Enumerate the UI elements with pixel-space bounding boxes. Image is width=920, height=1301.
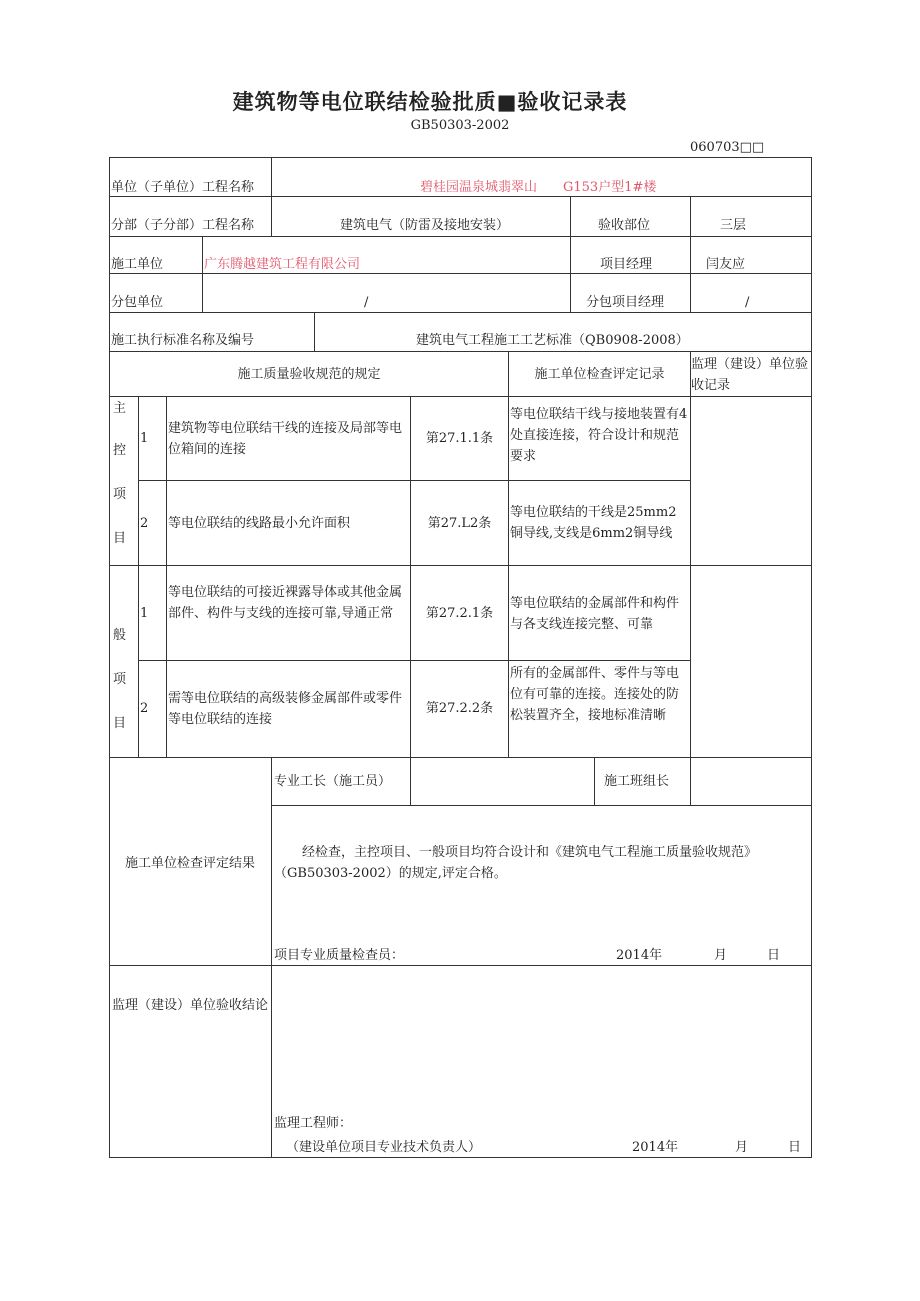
main-control-label-char: 控 (113, 443, 127, 458)
subcontractor-value: / (364, 295, 369, 310)
item-check-record: 所有的金属部件、零件与等电位有可靠的连接。连接处的防松装置齐全，接地标准清晰 (510, 666, 680, 723)
contractor-date-day: 日 (767, 948, 781, 963)
main-control-label-char: 项 (113, 487, 127, 502)
project-name-value: 碧桂园温泉城翡翠山 G153户型1#楼 (420, 180, 657, 195)
item-check-record: 等电位联结的干线是25mm2铜导线,支线是6mm2铜导线 (510, 505, 677, 541)
acceptance-part-value: 三层 (720, 218, 747, 233)
contractor-value: 广东腾越建筑工程有限公司 (204, 257, 361, 272)
exec-standard-value: 建筑电气工程施工工艺标准（QB0908-2008） (416, 333, 689, 348)
project-manager-label: 项目经理 (600, 257, 653, 272)
item-clause: 第27.1.1条 (425, 431, 494, 446)
contractor-conclusion: 经检查，主控项目、一般项目均符合设计和《建筑电气工程施工质量验收规范》（GB50303-2002）的规定,评定合格。 (274, 845, 758, 881)
item-number: 2 (140, 516, 149, 531)
supervisor-record-column-header: 监理（建设）单位验收记录 (691, 357, 809, 393)
general-label-char: 目 (113, 716, 127, 731)
division-label: 分部（子分部）工程名称 (111, 218, 255, 233)
main-control-label-char: 目 (113, 531, 127, 546)
supervisor-result-label: 监理（建设）单位验收结论 (112, 998, 269, 1013)
foreman-label: 专业工长（施工员） (274, 774, 392, 789)
project-manager-value: 闫友应 (706, 257, 746, 272)
contractor-date-month: 月 (714, 948, 728, 963)
supervisor-date-day: 日 (788, 1140, 802, 1155)
page-title: 建筑物等电位联结检验批质■验收记录表 (232, 90, 628, 114)
check-record-column-header: 施工单位检查评定记录 (534, 367, 665, 382)
contractor-result-label: 施工单位检查评定结果 (124, 856, 255, 871)
tech-lead-label: （建设单位项目专业技术负责人） (286, 1140, 482, 1155)
supervisor-date-month: 月 (735, 1140, 749, 1155)
item-number: 1 (140, 606, 149, 621)
item-spec-text: 等电位联结的线路最小允许面积 (168, 516, 351, 531)
main-control-label-char: 主 (113, 401, 127, 416)
contractor-label: 施工单位 (111, 257, 164, 272)
sub-manager-value: / (745, 295, 750, 310)
division-value: 建筑电气（防雷及接地安装） (340, 218, 510, 233)
supervisor-date-year: 2014年 (632, 1140, 679, 1155)
item-spec-text: 等电位联结的可接近裸露导体或其他金属部件、构件与支线的连接可靠,导通正常 (168, 585, 403, 621)
sub-manager-label: 分包项目经理 (586, 295, 665, 310)
project-name-label: 单位（子单位）工程名称 (111, 180, 255, 195)
inspector-label: 项目专业质量检查员： (274, 948, 405, 963)
item-check-record: 等电位联结干线与接地装置有4处直接连接，符合设计和规范要求 (510, 407, 688, 464)
item-number: 2 (140, 701, 149, 716)
contractor-date-year: 2014年 (616, 948, 663, 963)
team-leader-label: 施工班组长 (604, 774, 670, 789)
item-clause: 第27.2.2条 (425, 701, 494, 716)
item-spec-text: 建筑物等电位联结干线的连接及局部等电位箱间的连接 (168, 421, 403, 457)
form-code: 060703□□ (690, 140, 765, 155)
supervisor-engineer-label: 监理工程师： (274, 1116, 353, 1131)
item-clause: 第27.L2条 (427, 516, 492, 531)
subcontractor-label: 分包单位 (111, 295, 164, 310)
general-label-char: 般 (113, 628, 127, 643)
item-clause: 第27.2.1条 (425, 606, 494, 621)
standard-code: GB50303-2002 (410, 118, 510, 133)
exec-standard-label: 施工执行标准名称及编号 (111, 333, 255, 348)
item-number: 1 (140, 431, 149, 446)
item-spec-text: 需等电位联结的高级装修金属部件或零件等电位联结的连接 (168, 691, 403, 727)
spec-column-header: 施工质量验收规范的规定 (237, 367, 381, 382)
acceptance-part-label: 验收部位 (598, 218, 651, 233)
item-check-record: 等电位联结的金属部件和构件与各支线连接完整、可靠 (510, 596, 680, 632)
general-label-char: 项 (113, 672, 127, 687)
